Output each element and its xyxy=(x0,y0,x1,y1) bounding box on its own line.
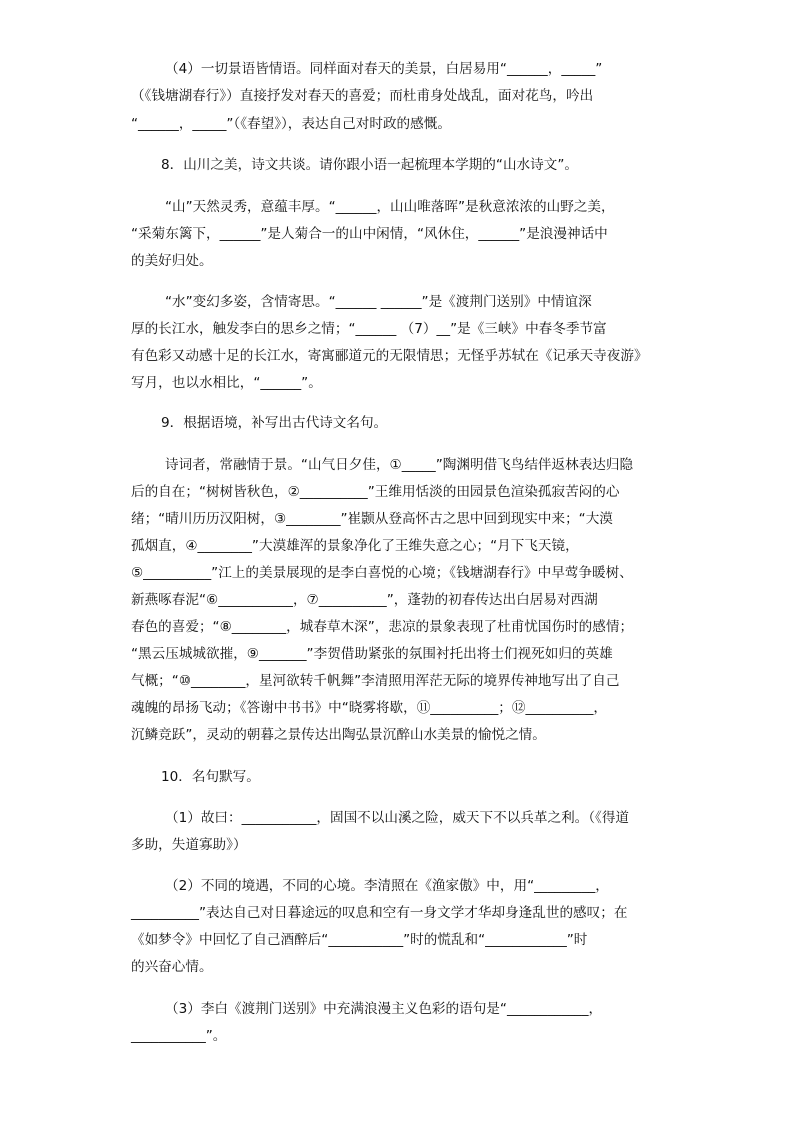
text-line: （《钱塘湖春行》）直接抒发对春天的喜爱；而杜甫身处战乱，面对花鸟，吟出 xyxy=(131,88,594,104)
text-line: 的美好归处。 xyxy=(131,253,213,269)
text-line: ⑤__________”江上的美景展现的是李白喜悦的心境；《钱塘湖春行》中早莺争暖树、 xyxy=(131,565,633,581)
text-line: （2）不同的境遇，不同的心境。李清照在《渔家傲》中，用“_________， xyxy=(165,878,609,894)
text-line: 气概；“⑩________，星河欲转千帆舞”李清照用浑茫无际的境界传神地写出了自己 xyxy=(131,673,620,689)
text-line: 《如梦令》中回忆了自己酒醉后“___________”时的慌乱和“____________”时 xyxy=(131,932,588,948)
text-line: 后的自在；“树树皆秋色，②__________”王维用恬淡的田园景色渲染孤寂苦闷的心 xyxy=(131,484,620,500)
text-line: （1）故曰：___________，固国不以山溪之险，威天下不以兵革之利。（《得道 xyxy=(165,810,630,826)
text-line: 诗词者，常融情于景。“山气日夕佳，①_____”陶渊明借飞鸟结伴返林表达归隐 xyxy=(165,457,634,473)
text-line: 的兴奋心情。 xyxy=(131,959,213,975)
text-line: 写月，也以水相比，“______”。 xyxy=(131,375,322,391)
text-line: “黑云压城城欲摧，⑨_______”李贺借助紧张的氛围衬托出将士们视死如归的英雄 xyxy=(131,646,613,662)
text-line: 孤烟直，④________”大漠雄浑的景象净化了王维失意之心；“月下飞天镜， xyxy=(131,538,579,554)
question-title: 8．山川之美，诗文共谈。请你跟小语一起梳理本学期的“山水诗文”。 xyxy=(161,157,578,173)
text-line: 绪；“晴川历历汉阳树，③________”崔颢从登高怀古之思中回到现实中来；“大漠 xyxy=(131,511,613,527)
text-line: 有色彩又动感十足的长江水，寄寓郦道元的无限情思；无怪乎苏轼在《记承天寺夜游》 xyxy=(131,348,648,364)
text-line: 新燕啄春泥“⑥___________，⑦__________”，蓬勃的初春传达出白居易对西湖 xyxy=(131,592,598,608)
text-line: “采菊东篱下，______”是人菊合一的山中闲情，“风休住，______”是浪漫神话中 xyxy=(131,226,608,242)
text-line: 厚的长江水，触发李白的思乡之情；“______ （7）__”是《三峡》中春冬季节富 xyxy=(131,321,607,337)
text-line: “山”天然灵秀，意蕴丰厚。“______，山山唯落晖”是秋意浓浓的山野之美， xyxy=(165,199,615,215)
text-line: “水”变幻多姿，含情寄思。“______ ______”是《渡荆门送别》中情谊深 xyxy=(165,294,592,310)
text-line: 沉鳞竞跃”，灵动的朝暮之景传达出陶弘景沉醉山水美景的愉悦之情。 xyxy=(131,727,546,743)
text-line: （3）李白《渡荆门送别》中充满浪漫主义色彩的语句是“____________， xyxy=(165,1001,603,1017)
text-line: 多助，失道寡助》） xyxy=(131,837,247,853)
text-line: __________”表达自己对日暮途远的叹息和空有一身文学才华却身逢乱世的感叹；在 xyxy=(131,905,628,921)
text-line: “______，_____”（《春望》），表达自己对时政的感慨。 xyxy=(131,116,451,132)
text-line: 春色的喜爱；“⑧________，城春草木深”，悲凉的景象表现了杜甫忧国伤时的感情； xyxy=(131,619,634,635)
text-line: 魂魄的昂扬飞动；《答谢中书书》中“晓雾将歇，⑪__________；⑫__________， xyxy=(131,700,608,716)
question-title: 10．名句默写。 xyxy=(161,769,260,785)
text-line: （4）一切景语皆情语。同样面对春天的美景，白居易用“______，_____” xyxy=(165,61,603,77)
text-line: ___________”。 xyxy=(131,1028,227,1044)
question-title: 9．根据语境，补写出古代诗文名句。 xyxy=(161,415,388,431)
